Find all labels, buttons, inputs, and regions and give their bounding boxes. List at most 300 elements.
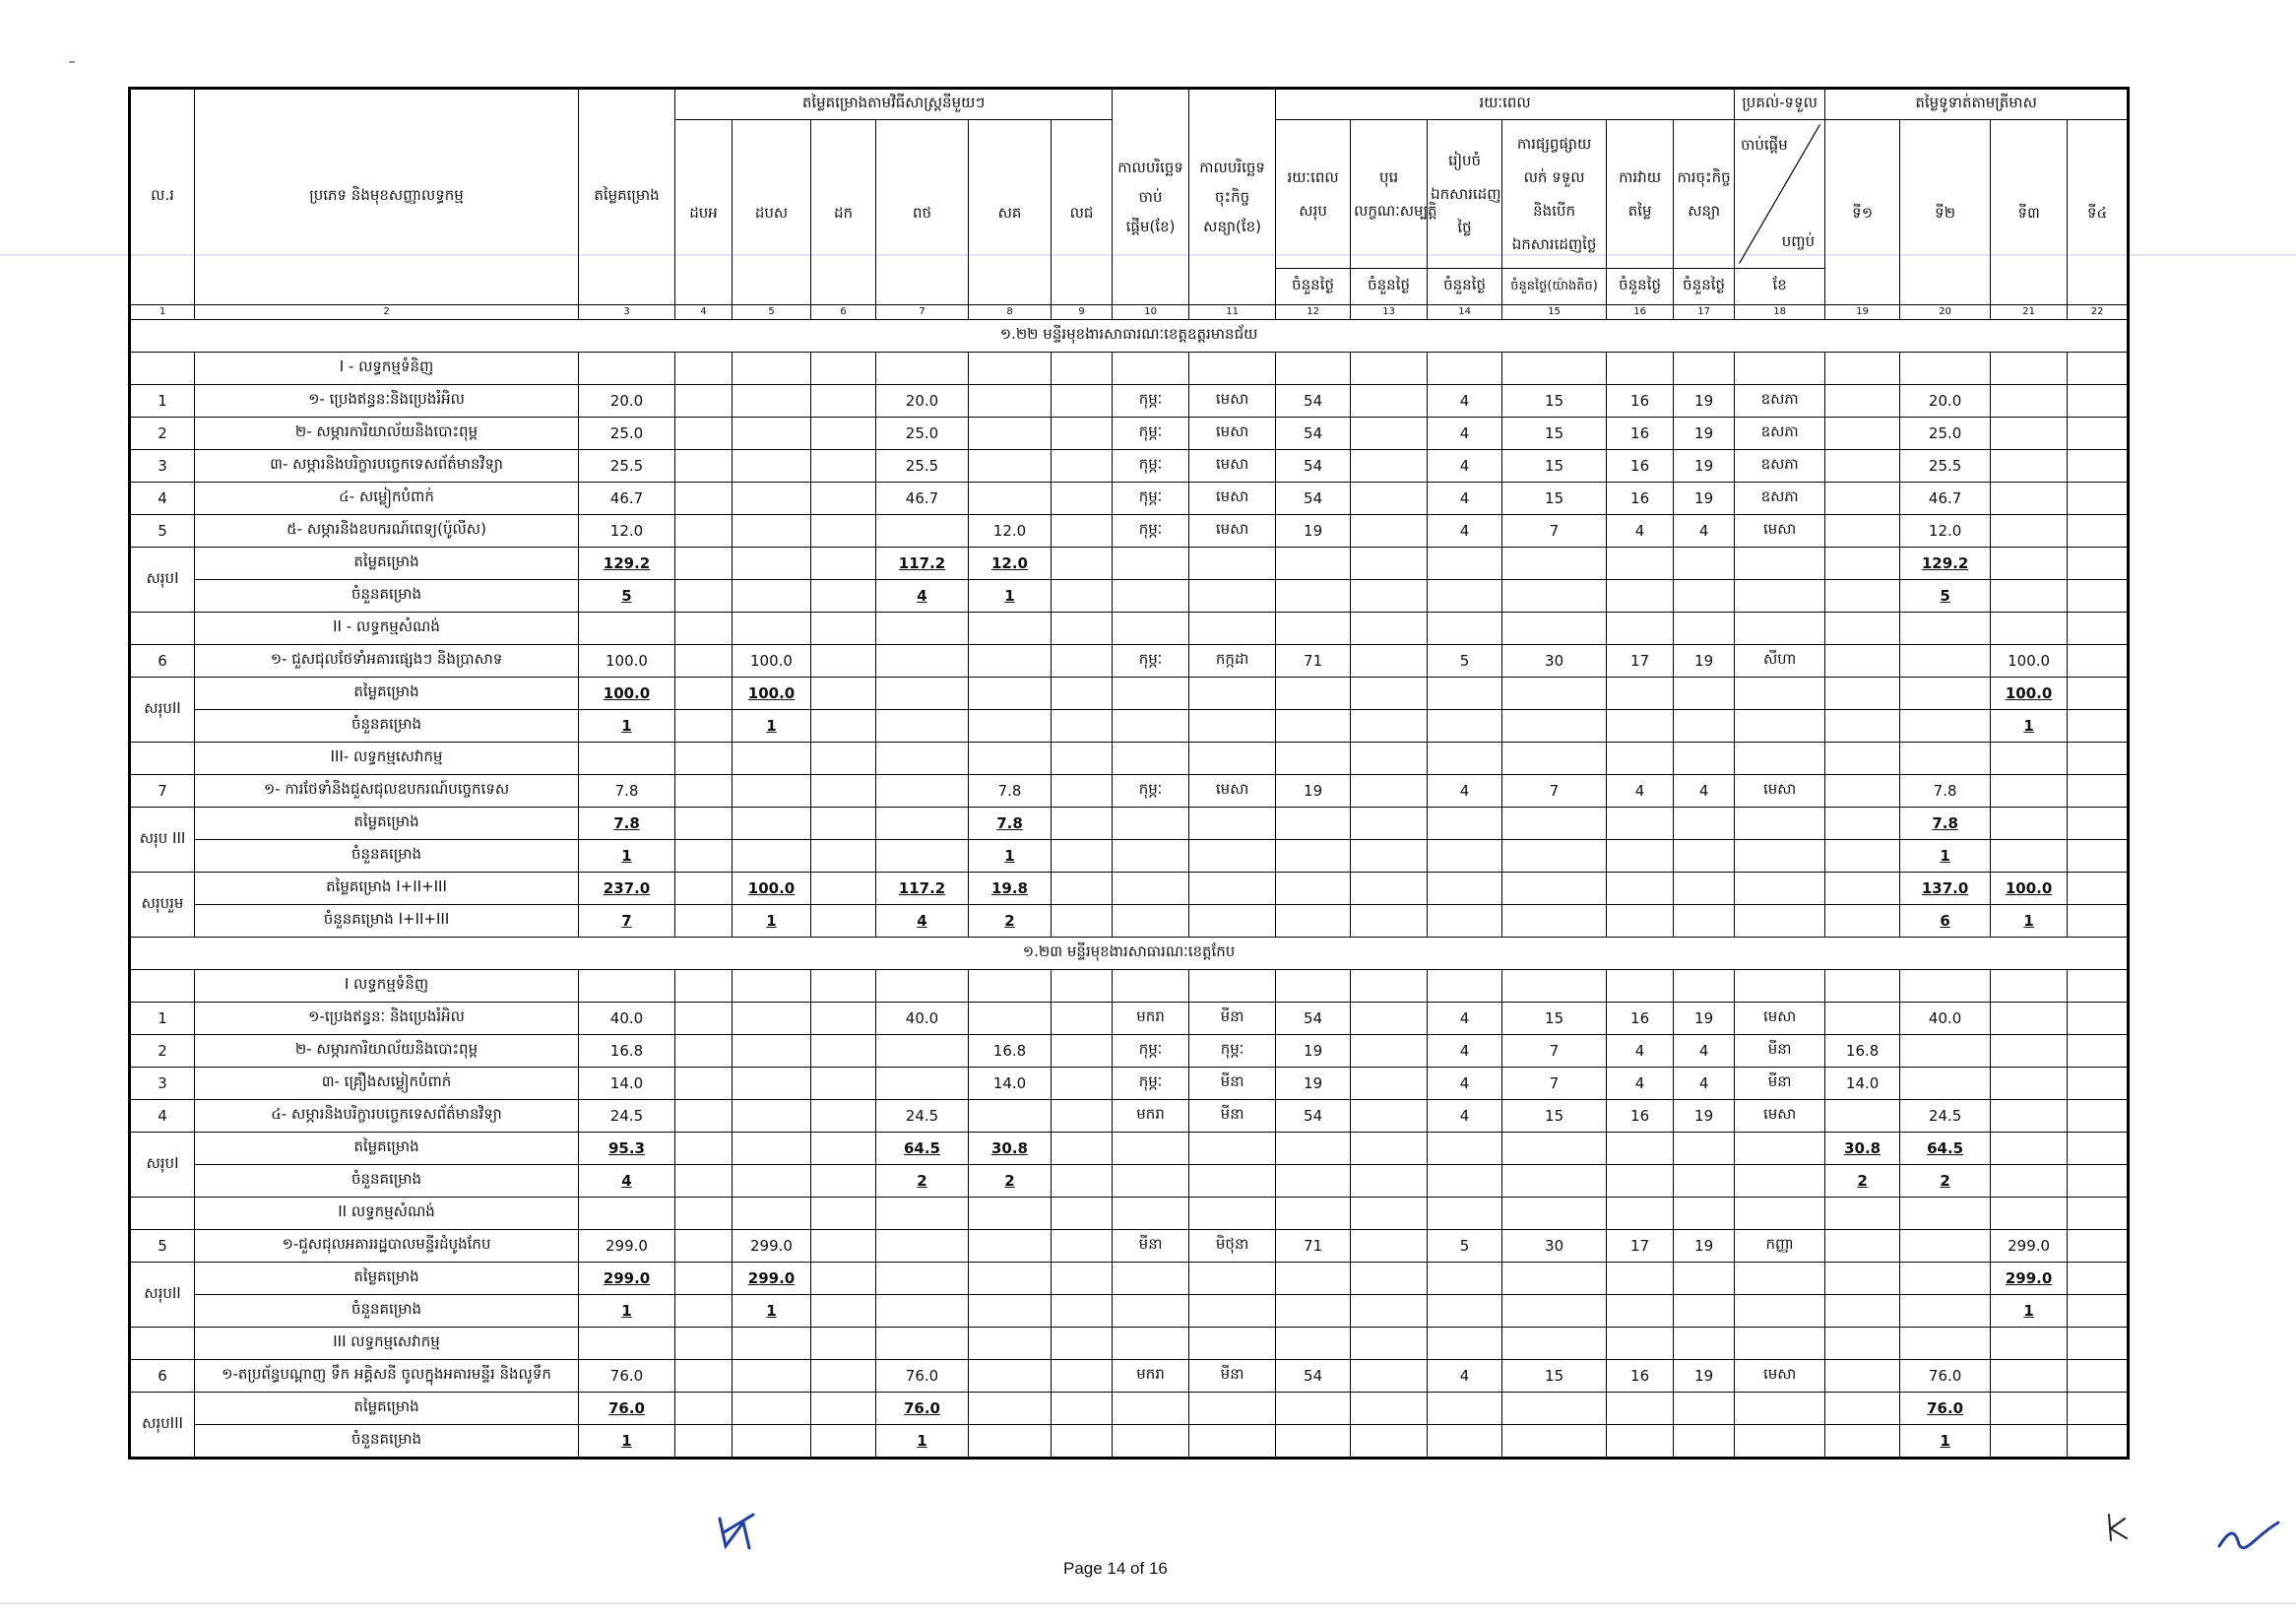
table-cell (1428, 1165, 1502, 1198)
cell-value: មេសា (1215, 455, 1249, 473)
quarter-header: ទី៣ (1991, 120, 2068, 305)
table-cell (1351, 450, 1428, 483)
table-cell (1052, 970, 1113, 1003)
table-cell (1607, 970, 1674, 1003)
table-row (130, 418, 2129, 450)
table-cell (1607, 743, 1674, 775)
cell-value: មេសា (1215, 390, 1249, 408)
cell-value: 54 (1304, 1367, 1323, 1385)
cell-value: 16 (1630, 1367, 1650, 1385)
table-cell (195, 613, 579, 645)
table-cell (1502, 710, 1607, 743)
cell-value: 25.0 (1928, 424, 1962, 442)
table-cell (675, 710, 733, 743)
table-cell (675, 1263, 733, 1295)
table-cell (733, 840, 811, 873)
table-cell (195, 1165, 579, 1198)
table-cell (195, 515, 579, 548)
table-cell (1189, 1003, 1276, 1035)
table-cell (675, 743, 733, 775)
table-cell (1607, 1425, 1674, 1459)
table-cell (1189, 905, 1276, 938)
cell-value: 54 (1304, 457, 1323, 475)
table-cell (130, 450, 195, 483)
cell-value: I - លទ្ធកម្មទំនិញ (339, 357, 434, 375)
table-cell (733, 1198, 811, 1230)
table-cell (1113, 353, 1189, 385)
cell-value: 24.5 (1928, 1107, 1962, 1125)
table-cell (1428, 873, 1502, 905)
cell-value: 4 (1459, 1009, 1470, 1027)
table-cell (1900, 808, 1991, 840)
table-cell (1825, 840, 1900, 873)
table-cell (2068, 905, 2129, 938)
table-cell (130, 1068, 195, 1100)
cell-value: សរុបរួម (141, 893, 184, 912)
table-cell (1607, 840, 1674, 873)
table-cell (675, 450, 733, 483)
table-cell (579, 613, 675, 645)
table-cell (1428, 1133, 1502, 1165)
table-cell (1674, 1230, 1735, 1263)
cell-value: 19 (1694, 489, 1714, 507)
table-cell (1825, 775, 1900, 808)
table-cell (579, 1198, 675, 1230)
table-cell (733, 775, 811, 808)
table-cell (1900, 580, 1991, 613)
cell-value: ៣- សម្ភារនិងបរិក្ខារបច្ចេកទេសព័ត៌មានវិទ្យា (270, 455, 503, 473)
table-row (130, 775, 2129, 808)
category-row (130, 970, 2129, 1003)
table-cell (1351, 678, 1428, 710)
cell-value: 54 (1304, 424, 1323, 442)
cell-value: 7 (621, 912, 632, 930)
table-cell (579, 548, 675, 580)
table-cell (1991, 1100, 2068, 1133)
table-cell (1502, 808, 1607, 840)
cell-value: ៤- សម្ភារនិងបរិក្ខារបច្ចេកទេសព័ត៌មានវិទ្យា (271, 1105, 502, 1123)
table-cell (1674, 1198, 1735, 1230)
table-cell (1428, 548, 1502, 580)
table-cell (1825, 1165, 1900, 1198)
table-cell (2068, 385, 2129, 418)
table-cell (1113, 970, 1189, 1003)
table-cell (195, 1295, 579, 1328)
table-cell (1502, 1263, 1607, 1295)
table-cell (1113, 548, 1189, 580)
table-cell (1428, 580, 1502, 613)
table-row (130, 1003, 2129, 1035)
table-cell (1674, 1263, 1735, 1295)
table-cell (1351, 1068, 1428, 1100)
table-cell (1825, 1003, 1900, 1035)
category-row (130, 353, 2129, 385)
table-cell (579, 450, 675, 483)
table-cell (1502, 1003, 1607, 1035)
table-cell (733, 1133, 811, 1165)
category-row (130, 1198, 2129, 1230)
cell-value: 3 (158, 1074, 167, 1092)
table-cell (1189, 353, 1276, 385)
table-cell (1428, 743, 1502, 775)
table-cell (579, 1393, 675, 1425)
table-cell (1113, 775, 1189, 808)
table-cell (1900, 710, 1991, 743)
table-cell (1607, 418, 1674, 450)
table-cell (733, 1165, 811, 1198)
table-cell (130, 1230, 195, 1263)
table-cell (130, 1100, 195, 1133)
table-cell (1991, 1328, 2068, 1360)
table-cell (1189, 678, 1276, 710)
cell-value: 117.2 (898, 554, 946, 572)
table-cell (1900, 418, 1991, 450)
cell-value: កុម្ភៈ (1138, 390, 1163, 408)
cell-value: 4 (1459, 782, 1470, 800)
table-cell (1276, 483, 1351, 515)
table-cell (1351, 1035, 1428, 1068)
cell-value: 4 (1634, 522, 1645, 540)
receive-start-label: ចាប់ផ្តើម (1741, 136, 1788, 154)
table-cell (2068, 1100, 2129, 1133)
table-cell (1189, 1360, 1276, 1393)
table-cell (1189, 645, 1276, 678)
table-cell (876, 483, 969, 515)
cell-value: 4 (1459, 424, 1470, 442)
cell-value: មករា (1136, 1105, 1165, 1123)
table-cell (1113, 1100, 1189, 1133)
table-cell (1991, 905, 2068, 938)
table-row (130, 1035, 2129, 1068)
table-cell (969, 743, 1052, 775)
table-cell (733, 1068, 811, 1100)
cell-value: កុម្ភៈ (1138, 487, 1163, 505)
table-cell (1735, 1198, 1825, 1230)
table-cell (1607, 450, 1674, 483)
cell-value: 19 (1694, 1367, 1714, 1385)
duration-header: រៀបចំឯកសារដេញថ្លៃ (1428, 120, 1502, 269)
section-row (130, 320, 2129, 353)
table-cell (1189, 775, 1276, 808)
cell-value: 25.5 (905, 457, 939, 475)
cell-value: មេសា (1762, 1105, 1797, 1123)
table-cell (1825, 710, 1900, 743)
table-cell (811, 515, 876, 548)
cell-value: 40.0 (905, 1009, 939, 1027)
cell-value: 24.5 (905, 1107, 939, 1125)
table-cell (1052, 1425, 1113, 1459)
cell-value: 7.8 (997, 782, 1022, 800)
cell-value: 20.0 (905, 392, 939, 410)
table-cell (1276, 678, 1351, 710)
table-cell (1113, 678, 1189, 710)
method-header: លជ (1052, 120, 1113, 305)
table-cell (1052, 1068, 1113, 1100)
table-cell (969, 1295, 1052, 1328)
table-cell (1825, 1393, 1900, 1425)
table-cell (1276, 1198, 1351, 1230)
table-cell (675, 418, 733, 450)
cell-value: 20.0 (609, 392, 644, 410)
cell-value: 100.0 (747, 879, 796, 897)
table-cell (1991, 645, 2068, 678)
duration-header: ការផ្សព្វផ្សាយលក់ ទទួល និងបើកឯកសារដេញថ្លៃ (1502, 120, 1607, 269)
table-cell (1900, 1100, 1991, 1133)
quarter-group-header: តម្លៃទូទាត់តាមត្រីមាស (1825, 89, 2129, 120)
table-cell (733, 678, 811, 710)
table-cell (579, 970, 675, 1003)
table-cell (130, 678, 195, 743)
table-cell (811, 840, 876, 873)
table-row (130, 1230, 2129, 1263)
table-cell (1276, 580, 1351, 613)
table-cell (195, 905, 579, 938)
receive-end-label: បញ្ចប់ (1781, 232, 1816, 250)
cell-value: ចំនួនគម្រោង (351, 715, 422, 733)
table-cell (876, 970, 969, 1003)
table-cell (2068, 1360, 2129, 1393)
table-cell (1351, 1133, 1428, 1165)
table-cell (733, 1295, 811, 1328)
table-cell (811, 1360, 876, 1393)
table-cell (1502, 1100, 1607, 1133)
table-cell (675, 613, 733, 645)
table-cell (1428, 515, 1502, 548)
cell-value: 95.3 (607, 1139, 645, 1157)
table-cell (2068, 1393, 2129, 1425)
table-cell (876, 1035, 969, 1068)
cell-value: មករា (1136, 1365, 1165, 1383)
table-cell (811, 483, 876, 515)
cell-value: កុម្ភៈ (1220, 1040, 1244, 1058)
cell-value: 5 (158, 1237, 167, 1255)
cell-value: សីហា (1762, 650, 1797, 668)
cell-value: 1 (1940, 847, 1950, 865)
table-cell (1900, 1035, 1991, 1068)
table-cell (675, 515, 733, 548)
cell-value: មេសា (1762, 520, 1797, 538)
table-cell (1991, 1263, 2068, 1295)
table-cell (1825, 808, 1900, 840)
table-cell (1735, 1425, 1825, 1459)
table-cell (1674, 450, 1735, 483)
table-cell (1189, 1100, 1276, 1133)
page-footer: Page 14 of 16 (1063, 1559, 1168, 1578)
cell-value: កក្កដា (1215, 650, 1249, 668)
subtotal-row (130, 1425, 2129, 1459)
table-cell (1991, 1360, 2068, 1393)
table-cell (1900, 613, 1991, 645)
table-cell (195, 580, 579, 613)
table-cell (1607, 1393, 1674, 1425)
cell-value: 1 (158, 1009, 167, 1027)
table-cell (1113, 1230, 1189, 1263)
table-cell (1674, 1360, 1735, 1393)
table-cell (1052, 905, 1113, 938)
table-cell (130, 645, 195, 678)
table-cell (876, 1328, 969, 1360)
table-cell (1991, 1425, 2068, 1459)
subtotal-row (130, 840, 2129, 873)
method-header: ពថ (876, 120, 969, 305)
table-cell (675, 1230, 733, 1263)
table-cell (1428, 1263, 1502, 1295)
table-cell (969, 1393, 1052, 1425)
cell-value: 2 (1004, 912, 1015, 930)
cell-value: តម្លៃគម្រោង (353, 1137, 419, 1155)
table-cell (1825, 1360, 1900, 1393)
table-cell (1113, 483, 1189, 515)
table-cell (1991, 1068, 2068, 1100)
table-cell (1674, 808, 1735, 840)
cell-value: សរុបI (146, 568, 179, 587)
table-cell (1900, 1068, 1991, 1100)
table-cell (1607, 613, 1674, 645)
table-cell (733, 515, 811, 548)
table-cell (876, 1003, 969, 1035)
table-cell (1502, 905, 1607, 938)
table-cell (675, 808, 733, 840)
table-cell (579, 1035, 675, 1068)
table-cell (1674, 515, 1735, 548)
table-cell (130, 873, 195, 938)
table-cell (1351, 1328, 1428, 1360)
table-cell (1991, 515, 2068, 548)
table-cell (811, 1295, 876, 1328)
table-cell (1428, 1360, 1502, 1393)
table-cell (733, 905, 811, 938)
table-cell (1502, 1133, 1607, 1165)
table-cell (876, 710, 969, 743)
table-cell (1276, 1360, 1351, 1393)
table-cell (675, 353, 733, 385)
procurement-plan-table (128, 87, 2130, 1460)
table-cell (1825, 385, 1900, 418)
table-cell (1052, 840, 1113, 873)
column-number: 7 (876, 305, 969, 320)
cell-value: ១- ប្រេងឥន្ធនៈនិងប្រេងរំអិល (308, 390, 465, 408)
cell-value: ១-ប្រេងឥន្ធនៈ និងប្រេងរំអិល (308, 1007, 465, 1025)
table-cell (1276, 873, 1351, 905)
table-cell (1113, 840, 1189, 873)
cell-value: 100.0 (747, 684, 796, 702)
table-cell (1189, 418, 1276, 450)
table-cell (1351, 1360, 1428, 1393)
table-cell (2068, 743, 2129, 775)
column-number: 5 (733, 305, 811, 320)
table-cell (1351, 515, 1428, 548)
table-cell (1674, 1425, 1735, 1459)
table-cell (130, 418, 195, 450)
table-cell (1428, 418, 1502, 450)
table-cell (1735, 483, 1825, 515)
table-cell (969, 710, 1052, 743)
table-cell (1502, 1035, 1607, 1068)
table-cell (1189, 808, 1276, 840)
table-cell (969, 613, 1052, 645)
table-cell (675, 548, 733, 580)
table-cell (195, 418, 579, 450)
cell-value: សរុបI (146, 1153, 179, 1172)
table-cell (1276, 1263, 1351, 1295)
table-cell (195, 1068, 579, 1100)
cell-value: 15 (1545, 489, 1564, 507)
table-cell (1991, 580, 2068, 613)
table-cell (876, 1230, 969, 1263)
table-cell (876, 1133, 969, 1165)
table-cell (1674, 1393, 1735, 1425)
table-cell (1900, 1328, 1991, 1360)
table-cell (195, 1035, 579, 1068)
table-cell (1900, 970, 1991, 1003)
table-cell (1276, 743, 1351, 775)
quarter-header: ទី១ (1825, 120, 1900, 305)
table-cell (969, 515, 1052, 548)
table-cell (876, 1425, 969, 1459)
table-cell (1825, 970, 1900, 1003)
receive-group-header: ប្រគល់-ទទួល (1735, 89, 1825, 120)
table-cell (1113, 1003, 1189, 1035)
table-cell (1735, 353, 1825, 385)
table-cell (579, 1165, 675, 1198)
cell-value: ចំនួនគម្រោង I+II+III (323, 910, 450, 928)
table-cell (1900, 1133, 1991, 1165)
cell-value: 6 (158, 652, 167, 670)
table-cell (876, 1295, 969, 1328)
table-cell (1991, 1230, 2068, 1263)
table-cell (2068, 808, 2129, 840)
cell-value: 40.0 (1928, 1009, 1962, 1027)
table-cell (1189, 450, 1276, 483)
table-cell (1900, 1003, 1991, 1035)
table-cell (195, 1263, 579, 1295)
table-cell (733, 1035, 811, 1068)
table-header (130, 89, 2129, 320)
table-cell (876, 1068, 969, 1100)
table-cell (876, 1165, 969, 1198)
table-cell (675, 905, 733, 938)
table-cell (1674, 580, 1735, 613)
column-number: 10 (1113, 305, 1189, 320)
table-cell (1735, 613, 1825, 645)
cell-value: 7.8 (996, 814, 1023, 832)
table-cell (1428, 1295, 1502, 1328)
cell-value: ឧសភា (1760, 390, 1799, 408)
cell-value: 14.0 (1845, 1074, 1880, 1092)
table-cell (2068, 970, 2129, 1003)
table-cell (195, 483, 579, 515)
table-cell (675, 840, 733, 873)
table-cell (1674, 710, 1735, 743)
table-cell (1735, 418, 1825, 450)
table-cell (1428, 1068, 1502, 1100)
table-cell (811, 450, 876, 483)
table-cell (1674, 1035, 1735, 1068)
table-cell (969, 1068, 1052, 1100)
column-number: 18 (1735, 305, 1825, 320)
table-cell (2068, 1425, 2129, 1459)
table-cell (579, 353, 675, 385)
table-cell (579, 418, 675, 450)
table-cell (1052, 645, 1113, 678)
table-cell (2068, 353, 2129, 385)
column-number: 12 (1276, 305, 1351, 320)
table-cell (1825, 1068, 1900, 1100)
table-cell (1825, 548, 1900, 580)
cell-value: 2 (1004, 1172, 1015, 1190)
table-cell (195, 840, 579, 873)
cell-value: មីនា (1138, 1235, 1163, 1253)
